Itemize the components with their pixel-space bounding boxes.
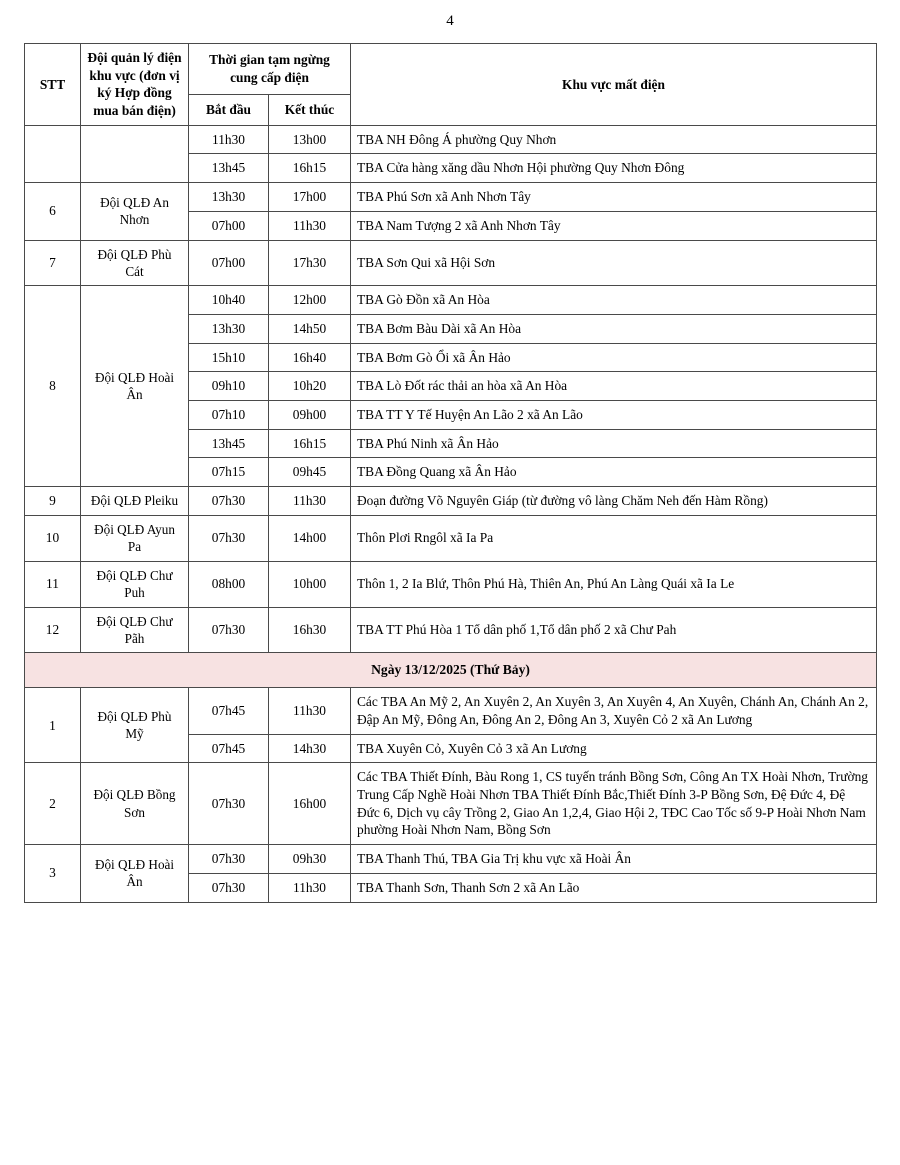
cell-end: 09h45: [269, 458, 351, 487]
cell-end: 10h00: [269, 561, 351, 607]
table-container: [0, 43, 900, 903]
cell-end: 16h15: [269, 429, 351, 458]
cell-end: 16h15: [269, 154, 351, 183]
cell-area: Đoạn đường Võ Nguyên Giáp (từ đường vô làng Chăm Neh đến Hàm Rồng): [351, 487, 877, 516]
cell-start: 07h30: [189, 607, 269, 653]
cell-area: TBA TT Y Tế Huyện An Lão 2 xã An Lão: [351, 401, 877, 430]
cell-end: 17h30: [269, 240, 351, 286]
table-row: [25, 561, 877, 607]
cell-start: 09h10: [189, 372, 269, 401]
header-time-group: Thời gian tạm ngừng cung cấp điện: [189, 44, 351, 95]
cell-start: 07h00: [189, 211, 269, 240]
cell-start: 07h15: [189, 458, 269, 487]
cell-team: Đội QLĐ An Nhơn: [81, 183, 189, 240]
cell-area: Các TBA An Mỹ 2, An Xuyên 2, An Xuyên 3, An Xuyên 4, An Xuyên, Chánh An, Chánh An 2, Đập An Mỹ, Đông An, Đông An 2, Đông An 3, Xuyên Cỏ 2 xã An Lương: [351, 688, 877, 734]
cell-area: TBA Sơn Qui xã Hội Sơn: [351, 240, 877, 286]
table-row: [25, 240, 877, 286]
cell-stt: 10: [25, 515, 81, 561]
cell-start: 11h30: [189, 125, 269, 154]
cell-end: 11h30: [269, 487, 351, 516]
cell-end: 10h20: [269, 372, 351, 401]
cell-stt: 2: [25, 763, 81, 845]
cell-area: TBA Xuyên Cỏ, Xuyên Cỏ 3 xã An Lương: [351, 734, 877, 763]
cell-stt: 11: [25, 561, 81, 607]
cell-start: 07h30: [189, 515, 269, 561]
cell-end: 16h40: [269, 343, 351, 372]
cell-end: 11h30: [269, 211, 351, 240]
cell-team: Đội QLĐ Pleiku: [81, 487, 189, 516]
cell-stt: 9: [25, 487, 81, 516]
date-separator-row: [25, 653, 877, 688]
cell-area: TBA Phú Sơn xã Anh Nhơn Tây: [351, 183, 877, 212]
table-row: [25, 845, 877, 874]
cell-start: 13h30: [189, 183, 269, 212]
cell-end: 14h00: [269, 515, 351, 561]
cell-area: TBA Gò Đồn xã An Hòa: [351, 286, 877, 315]
cell-team: Đội QLĐ Ayun Pa: [81, 515, 189, 561]
cell-stt: 8: [25, 286, 81, 487]
table-row: [25, 763, 877, 845]
cell-area: TBA Thanh Sơn, Thanh Sơn 2 xã An Lão: [351, 873, 877, 902]
cell-start: 08h00: [189, 561, 269, 607]
cell-start: 07h30: [189, 845, 269, 874]
cell-area: Thôn 1, 2 Ia Blứ, Thôn Phú Hà, Thiên An, Phú An Làng Quái xã Ia Le: [351, 561, 877, 607]
power-outage-schedule-table: [24, 43, 877, 903]
cell-area: Thôn Plơi Rngôl xã Ia Pa: [351, 515, 877, 561]
table-row: [25, 688, 877, 734]
cell-stt: 7: [25, 240, 81, 286]
cell-area: TBA Phú Ninh xã Ân Hảo: [351, 429, 877, 458]
cell-area: TBA Đồng Quang xã Ân Hảo: [351, 458, 877, 487]
cell-end: 11h30: [269, 873, 351, 902]
table-header: [25, 44, 877, 126]
cell-team: Đội QLĐ Phù Mỹ: [81, 688, 189, 763]
cell-stt: 6: [25, 183, 81, 240]
cell-start: 07h30: [189, 873, 269, 902]
cell-start: 07h45: [189, 734, 269, 763]
cell-end: 13h00: [269, 125, 351, 154]
cell-start: 13h30: [189, 315, 269, 344]
cell-area: TBA NH Đông Á phường Quy Nhơn: [351, 125, 877, 154]
cell-team: Đội QLĐ Chư Puh: [81, 561, 189, 607]
cell-start: 13h45: [189, 429, 269, 458]
cell-end: 09h00: [269, 401, 351, 430]
cell-start: 15h10: [189, 343, 269, 372]
header-team: Đội quản lý điện khu vực (đơn vị ký Hợp đồng mua bán điện): [81, 44, 189, 126]
cell-team: Đội QLĐ Chư Pãh: [81, 607, 189, 653]
cell-start: 07h30: [189, 763, 269, 845]
header-area: Khu vực mất điện: [351, 44, 877, 126]
cell-team: Đội QLĐ Hoài Ân: [81, 845, 189, 902]
cell-end: 14h50: [269, 315, 351, 344]
cell-area: TBA Bơm Bàu Dài xã An Hòa: [351, 315, 877, 344]
cell-end: 16h00: [269, 763, 351, 845]
cell-area: TBA Nam Tượng 2 xã Anh Nhơn Tây: [351, 211, 877, 240]
cell-team: [81, 125, 189, 182]
cell-team: Đội QLĐ Hoài Ân: [81, 286, 189, 487]
page-number: 4: [446, 13, 454, 29]
cell-area: TBA Lò Đốt rác thải an hòa xã An Hòa: [351, 372, 877, 401]
cell-start: 07h45: [189, 688, 269, 734]
table-row: [25, 125, 877, 154]
cell-team: Đội QLĐ Bồng Sơn: [81, 763, 189, 845]
cell-area: Các TBA Thiết Đính, Bàu Rong 1, CS tuyến tránh Bồng Sơn, Công An TX Hoài Nhơn, Trường Trung Cấp Nghề Hoài Nhơn TBA Thiết Đính Bắc,Thiết Đính 3-P Bồng Sơn, Đệ Đức 4, Đệ Đức 6, Dịch vụ cây Trồng 2, Giao An 1,2,4, Giao Hội 2, TĐC Cao Tốc số 9-P Hoài Nhơn Nam phường Hoài Nhơn Nam, Bồng Sơn: [351, 763, 877, 845]
table-body: [25, 125, 877, 902]
cell-area: TBA Cửa hàng xăng dầu Nhơn Hội phường Quy Nhơn Đông: [351, 154, 877, 183]
table-row: [25, 607, 877, 653]
cell-start: 07h00: [189, 240, 269, 286]
table-row: [25, 183, 877, 212]
cell-end: 16h30: [269, 607, 351, 653]
header-stt: STT: [25, 44, 81, 126]
cell-end: 11h30: [269, 688, 351, 734]
table-row: [25, 286, 877, 315]
cell-team: Đội QLĐ Phù Cát: [81, 240, 189, 286]
cell-end: 12h00: [269, 286, 351, 315]
cell-stt: 12: [25, 607, 81, 653]
cell-start: 07h10: [189, 401, 269, 430]
cell-end: 17h00: [269, 183, 351, 212]
cell-area: TBA Bơm Gò Ổi xã Ân Hảo: [351, 343, 877, 372]
cell-stt: 1: [25, 688, 81, 763]
cell-stt: 3: [25, 845, 81, 902]
cell-start: 13h45: [189, 154, 269, 183]
header-end: Kết thúc: [269, 94, 351, 125]
header-row-1: [25, 44, 877, 95]
table-row: [25, 487, 877, 516]
header-start: Bắt đầu: [189, 94, 269, 125]
cell-area: TBA Thanh Thú, TBA Gia Trị khu vực xã Hoài Ân: [351, 845, 877, 874]
cell-end: 14h30: [269, 734, 351, 763]
cell-start: 10h40: [189, 286, 269, 315]
cell-start: 07h30: [189, 487, 269, 516]
table-row: [25, 515, 877, 561]
cell-end: 09h30: [269, 845, 351, 874]
cell-area: TBA TT Phú Hòa 1 Tổ dân phố 1,Tổ dân phố 2 xã Chư Pah: [351, 607, 877, 653]
date-separator-label: Ngày 13/12/2025 (Thứ Bảy): [25, 653, 877, 688]
cell-stt: [25, 125, 81, 182]
